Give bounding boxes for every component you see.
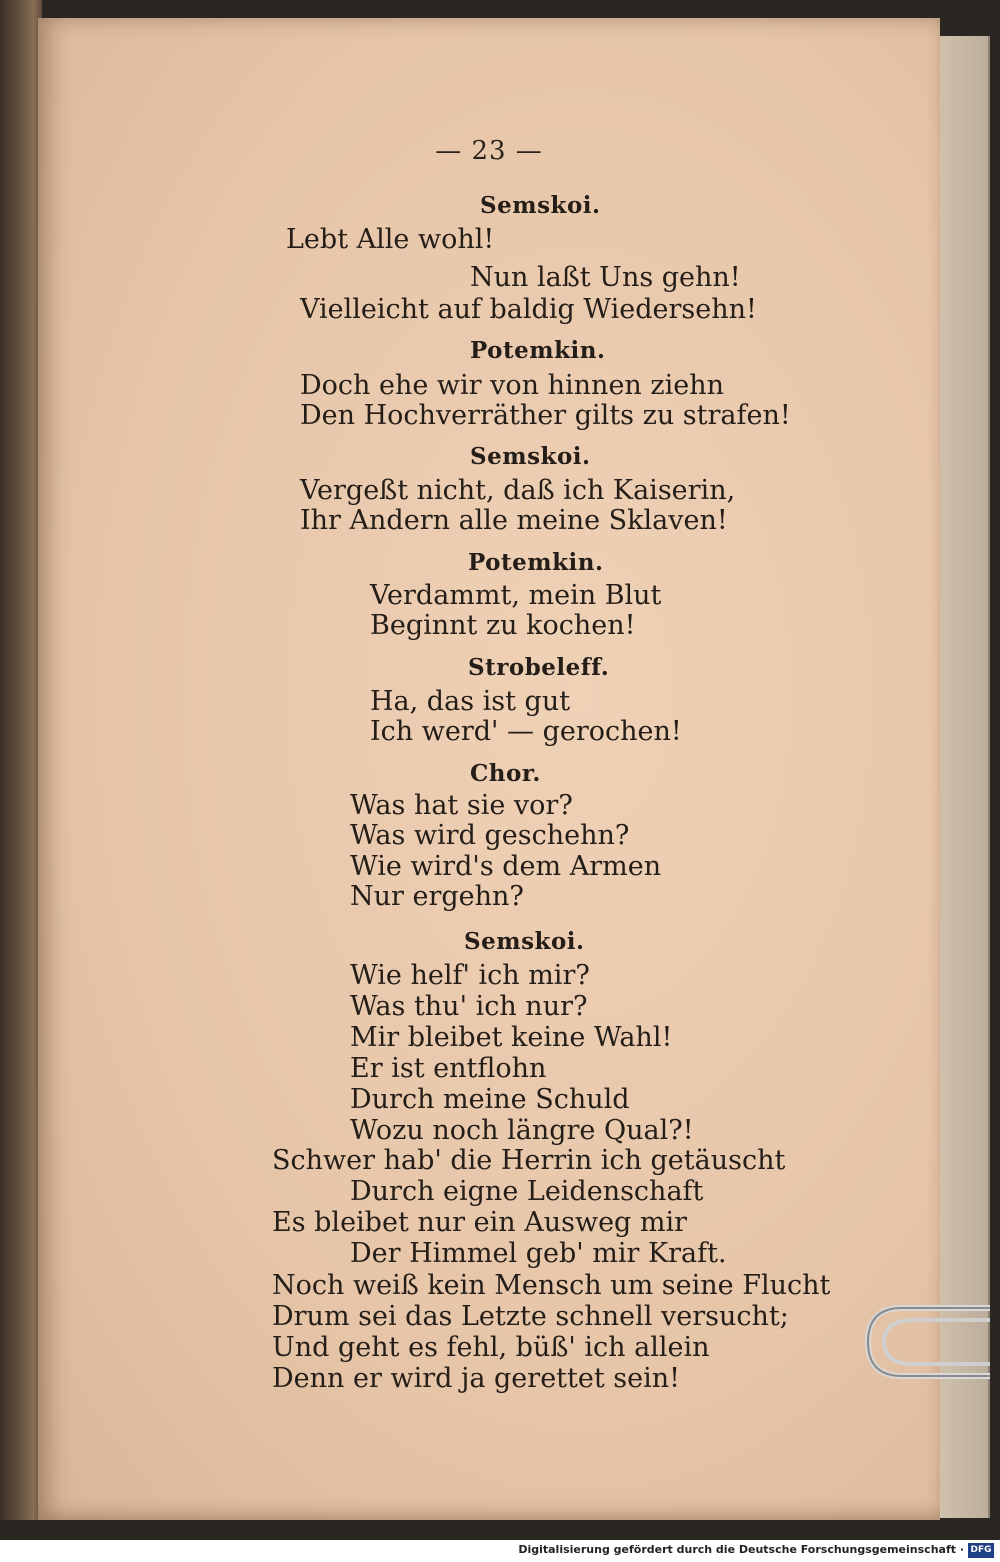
verse-line: Vielleicht auf baldig Wiedersehn! — [300, 294, 757, 325]
verse-line: Durch meine Schuld — [350, 1084, 630, 1115]
speaker-name: Chor. — [470, 760, 541, 787]
verse-line: Doch ehe wir von hinnen ziehn — [300, 370, 725, 401]
verse-line: Es bleibet nur ein Ausweg mir — [272, 1207, 688, 1238]
book-spine — [0, 0, 42, 1520]
verse-line: Beginnt zu kochen! — [370, 610, 636, 641]
verse-line: Und geht es fehl, büß' ich allein — [272, 1332, 710, 1363]
speaker-name: Potemkin. — [470, 337, 606, 364]
verse-line: Was wird geschehn? — [350, 820, 630, 851]
footer-bar — [0, 1540, 1000, 1562]
footer-credit: Digitalisierung gefördert durch die Deutsche Forschungsgemeinschaft · — [518, 1543, 964, 1556]
verse-line: Ha, das ist gut — [370, 686, 571, 717]
verse-line: Vergeßt nicht, daß ich Kaiserin, — [300, 475, 736, 506]
verse-line: Ihr Andern alle meine Sklaven! — [300, 505, 728, 536]
verse-line: Ich werd' — gerochen! — [370, 716, 682, 747]
verse-line: Wie helf' ich mir? — [350, 960, 590, 991]
verse-line: Der Himmel geb' mir Kraft. — [350, 1238, 727, 1269]
paper-clip-icon — [862, 1290, 992, 1390]
verse-line: Drum sei das Letzte schnell versucht; — [272, 1301, 789, 1332]
speaker-name: Potemkin. — [468, 549, 604, 576]
verse-line: Nur ergehn? — [350, 881, 524, 912]
verse-line: Verdammt, mein Blut — [370, 580, 662, 611]
speaker-name: Strobeleff. — [468, 654, 610, 681]
verse-line: Was hat sie vor? — [350, 790, 573, 821]
speaker-name: Semskoi. — [470, 443, 591, 470]
verse-line: Lebt Alle wohl! — [286, 224, 495, 255]
verse-line: Denn er wird ja gerettet sein! — [272, 1363, 680, 1394]
verse-line: Noch weiß kein Mensch um seine Flucht — [272, 1270, 831, 1301]
dfg-logo: DFG — [968, 1543, 994, 1558]
page-number: — 23 — — [435, 136, 543, 166]
verse-line: Durch eigne Leidenschaft — [350, 1176, 704, 1207]
verse-line: Er ist entflohn — [350, 1053, 547, 1084]
verse-line: Wie wird's dem Armen — [350, 851, 662, 882]
verse-line: Den Hochverräther gilts zu strafen! — [300, 400, 791, 431]
verse-line: Nun laßt Uns gehn! — [470, 262, 741, 293]
verse-line: Schwer hab' die Herrin ich getäuscht — [272, 1145, 786, 1176]
verse-line: Wozu noch längre Qual?! — [350, 1115, 694, 1146]
verse-line: Was thu' ich nur? — [350, 991, 588, 1022]
speaker-name: Semskoi. — [464, 928, 585, 955]
speaker-name: Semskoi. — [480, 192, 601, 219]
book-page — [38, 18, 940, 1520]
verse-line: Mir bleibet keine Wahl! — [350, 1022, 673, 1053]
